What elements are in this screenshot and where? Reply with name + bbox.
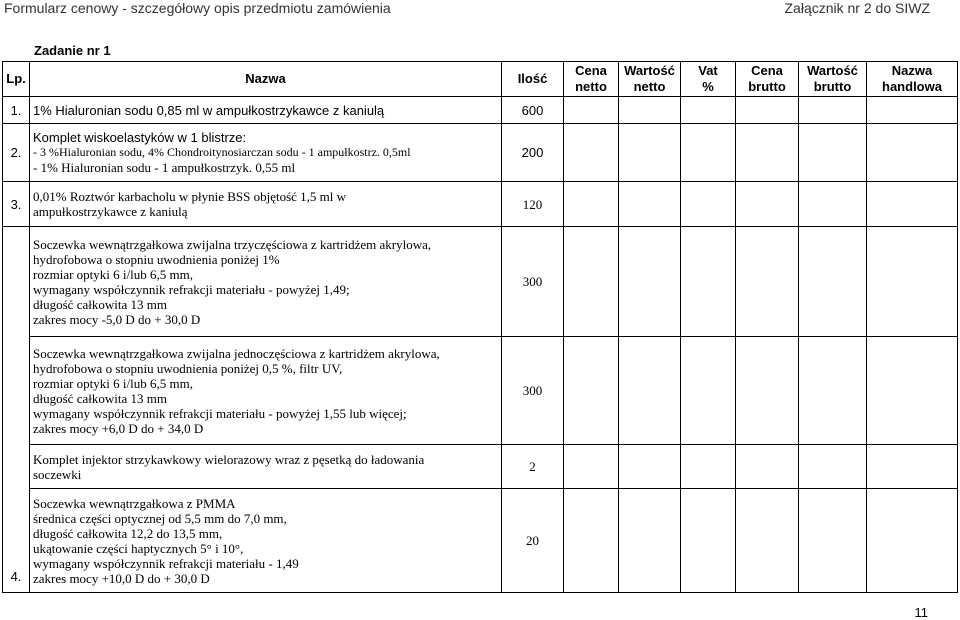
row-description xyxy=(30,489,502,593)
cell-net-price[interactable] xyxy=(564,182,619,227)
description-line: hydrofobowa o stopniu uwodnienia poniżej 0,5 %, filtr UV, xyxy=(33,360,343,376)
cell-vat[interactable] xyxy=(681,227,736,337)
document-header-attachment: Załącznik nr 2 do SIWZ xyxy=(784,0,930,16)
cell-vat[interactable] xyxy=(681,124,736,182)
cell-vat[interactable] xyxy=(681,445,736,489)
description-line: Soczewka wewnątrzgałkowa zwijalna trzyczęściowa z kartridżem akrylowa, xyxy=(33,236,432,252)
table-row xyxy=(3,97,958,124)
cell-net-value[interactable] xyxy=(619,182,681,227)
description-line: zakres mocy +6,0 D do + 34,0 D xyxy=(33,420,204,436)
description-line: ampułkostrzykawce z kaniulą xyxy=(33,204,188,219)
row-description xyxy=(30,445,502,489)
cell-net-price[interactable] xyxy=(564,337,619,445)
table-row xyxy=(3,182,958,227)
description-line: 0,01% Roztwór karbacholu w płynie BSS objętość 1,5 ml w xyxy=(33,189,347,204)
page-number: 11 xyxy=(914,605,928,620)
cell-gross-price[interactable] xyxy=(736,124,799,182)
cell-net-price[interactable] xyxy=(564,97,619,124)
description-line: wymagany współczynnik refrakcji materiału - powyżej 1,49; xyxy=(33,281,350,297)
description-line: rozmiar optyki 6 i/lub 6,5 mm, xyxy=(33,375,193,391)
cell-vat[interactable] xyxy=(681,97,736,124)
cell-vat[interactable] xyxy=(681,489,736,593)
row-qty: 600 xyxy=(502,97,564,124)
cell-gross-price[interactable] xyxy=(736,337,799,445)
col-header-lp: Lp. xyxy=(3,62,30,97)
cell-net-value[interactable] xyxy=(619,489,681,593)
cell-gross-price[interactable] xyxy=(736,182,799,227)
description-line: hydrofobowa o stopniu uwodnienia poniżej 1% xyxy=(33,251,280,267)
row-qty: 2 xyxy=(502,445,564,489)
task-title: Zadanie nr 1 xyxy=(34,43,111,58)
cell-net-price[interactable] xyxy=(564,489,619,593)
description-line: zakres mocy -5,0 D do + 30,0 D xyxy=(33,311,201,327)
row-qty: 200 xyxy=(502,124,564,182)
cell-gross-price[interactable] xyxy=(736,97,799,124)
price-form-table xyxy=(2,61,958,593)
cell-trade-name[interactable] xyxy=(867,97,958,124)
row-lp: 1. xyxy=(3,97,30,124)
col-header-net-value: Wartość netto xyxy=(619,62,681,97)
cell-net-value[interactable] xyxy=(619,97,681,124)
cell-vat[interactable] xyxy=(681,337,736,445)
row-qty: 120 xyxy=(502,182,564,227)
row-description xyxy=(30,182,502,227)
table-row xyxy=(3,124,958,182)
description-line: zakres mocy +10,0 D do + 30,0 D xyxy=(33,570,210,586)
row-qty: 20 xyxy=(502,489,564,593)
cell-gross-price[interactable] xyxy=(736,227,799,337)
cell-trade-name[interactable] xyxy=(867,182,958,227)
col-header-trade-name: Nazwa handlowa xyxy=(867,62,958,97)
cell-net-value[interactable] xyxy=(619,337,681,445)
cell-net-value[interactable] xyxy=(619,124,681,182)
description-line: długość całkowita 13 mm xyxy=(33,390,167,406)
cell-gross-value[interactable] xyxy=(799,489,867,593)
cell-gross-value[interactable] xyxy=(799,227,867,337)
description-line: 1% Hialuronian sodu 0,85 ml w ampułkostrzykawce z kaniulą xyxy=(33,102,385,118)
description-line: średnica części optycznej od 5,5 mm do 7,0 mm, xyxy=(33,510,287,526)
cell-gross-value[interactable] xyxy=(799,337,867,445)
description-line: wymagany współczynnik refrakcji materiału - powyżej 1,55 lub więcej; xyxy=(33,405,407,421)
cell-gross-value[interactable] xyxy=(799,445,867,489)
cell-net-price[interactable] xyxy=(564,124,619,182)
description-line: soczewki xyxy=(33,466,82,482)
table-row xyxy=(3,489,958,593)
cell-trade-name[interactable] xyxy=(867,337,958,445)
cell-trade-name[interactable] xyxy=(867,489,958,593)
description-line: Komplet injektor strzykawkowy wielorazowy wraz z pęsetką do ładowania xyxy=(33,451,425,467)
cell-net-price[interactable] xyxy=(564,227,619,337)
description-line: wymagany współczynnik refrakcji materiału - 1,49 xyxy=(33,555,299,571)
cell-gross-price[interactable] xyxy=(736,489,799,593)
description-line: rozmiar optyki 6 i/lub 6,5 mm, xyxy=(33,266,193,282)
cell-trade-name[interactable] xyxy=(867,445,958,489)
cell-gross-value[interactable] xyxy=(799,182,867,227)
col-header-gross-value: Wartość brutto xyxy=(799,62,867,97)
cell-gross-value[interactable] xyxy=(799,124,867,182)
row-description xyxy=(30,97,502,124)
description-line: Komplet wiskoelastyków w 1 blistrze: xyxy=(33,130,247,145)
row-lp: 3. xyxy=(3,182,30,227)
description-line: Soczewka wewnątrzgałkowa z PMMA xyxy=(33,495,236,511)
cell-trade-name[interactable] xyxy=(867,227,958,337)
table-row xyxy=(3,227,958,337)
description-line: długość całkowita 13 mm xyxy=(33,296,167,312)
document-header-title: Formularz cenowy - szczegółowy opis przedmiotu zamówienia xyxy=(4,0,391,16)
row-qty: 300 xyxy=(502,337,564,445)
table-row xyxy=(3,337,958,445)
row-description xyxy=(30,337,502,445)
row-lp: 2. xyxy=(3,124,30,182)
cell-gross-price[interactable] xyxy=(736,445,799,489)
cell-net-price[interactable] xyxy=(564,445,619,489)
cell-net-value[interactable] xyxy=(619,445,681,489)
row-description xyxy=(30,227,502,337)
cell-net-value[interactable] xyxy=(619,227,681,337)
col-header-qty: Ilość xyxy=(502,62,564,97)
cell-trade-name[interactable] xyxy=(867,124,958,182)
table-header-row xyxy=(3,62,958,97)
col-header-name: Nazwa xyxy=(30,62,502,97)
description-line: - 1% Hialuronian sodu - 1 ampułkostrzyk. 0,55 ml xyxy=(33,160,296,175)
col-header-gross-price: Cena brutto xyxy=(736,62,799,97)
description-line: - 3 %Hialuronian sodu, 4% Chondroitynosiarczan sodu - 1 ampułkostrz. 0,5ml xyxy=(33,145,411,159)
description-line: długość całkowita 12,2 do 13,5 mm, xyxy=(33,525,223,541)
cell-gross-value[interactable] xyxy=(799,97,867,124)
row-description xyxy=(30,124,502,182)
cell-vat[interactable] xyxy=(681,182,736,227)
col-header-vat: Vat % xyxy=(681,62,736,97)
description-line: ukątowanie części haptycznych 5° i 10°, xyxy=(33,540,244,556)
row-qty: 300 xyxy=(502,227,564,337)
row-lp: 4. xyxy=(3,227,30,593)
col-header-net-price: Cena netto xyxy=(564,62,619,97)
description-line: Soczewka wewnątrzgałkowa zwijalna jednoczęściowa z kartridżem akrylowa, xyxy=(33,345,440,361)
table-row xyxy=(3,445,958,489)
